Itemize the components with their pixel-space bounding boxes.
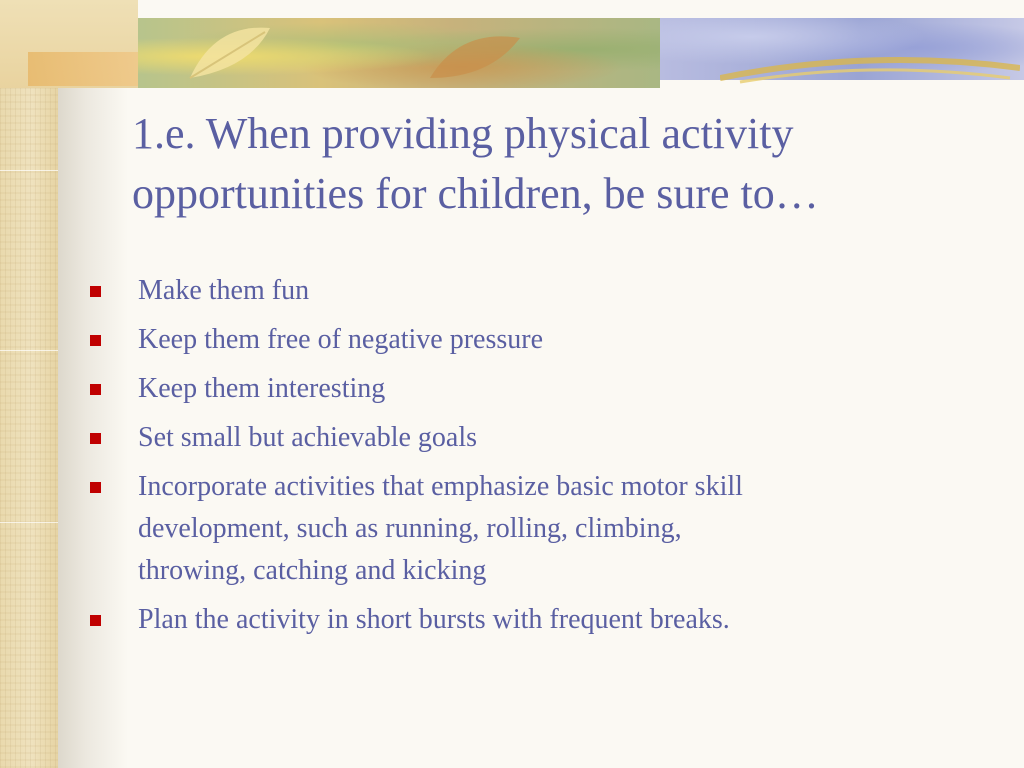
- square-bullet-icon: [90, 433, 101, 444]
- list-item: [90, 270, 970, 312]
- bullet-list: [90, 270, 970, 648]
- slide-title: 1.e. When providing physical activity opportunities for children, be sure to…: [132, 109, 819, 218]
- list-item: [90, 368, 970, 410]
- parchment-strip: [0, 0, 58, 768]
- bullet-text: Make them fun: [138, 275, 310, 306]
- banner-sky-margin: [660, 0, 1024, 8]
- bullet-text: Keep them free of negative pressure: [138, 324, 544, 355]
- square-bullet-icon: [90, 335, 101, 346]
- bullet-text: Set small but achievable goals: [138, 422, 478, 453]
- list-item: [90, 466, 970, 592]
- list-item: [90, 417, 970, 459]
- list-item: [90, 599, 970, 641]
- leaf-icon: [420, 24, 530, 88]
- strip-seam: [0, 350, 58, 351]
- strip-seam: [0, 170, 58, 171]
- list-item: [90, 319, 970, 361]
- square-bullet-icon: [90, 286, 101, 297]
- bullet-text: Keep them interesting: [138, 373, 386, 404]
- top-banner: [0, 0, 1024, 88]
- square-bullet-icon: [90, 482, 101, 493]
- bullet-text: Incorporate activities that emphasize basic motor skill development, such as running, rolling, climbing, throwing, catching and kicking: [138, 471, 743, 586]
- square-bullet-icon: [90, 615, 101, 626]
- strip-seam: [0, 522, 58, 523]
- leaf-icon: [170, 18, 290, 88]
- wheat-icon: [720, 38, 1020, 88]
- banner-orange-band: [28, 52, 148, 86]
- bullet-text: Plan the activity in short bursts with frequent breaks.: [138, 604, 730, 635]
- square-bullet-icon: [90, 384, 101, 395]
